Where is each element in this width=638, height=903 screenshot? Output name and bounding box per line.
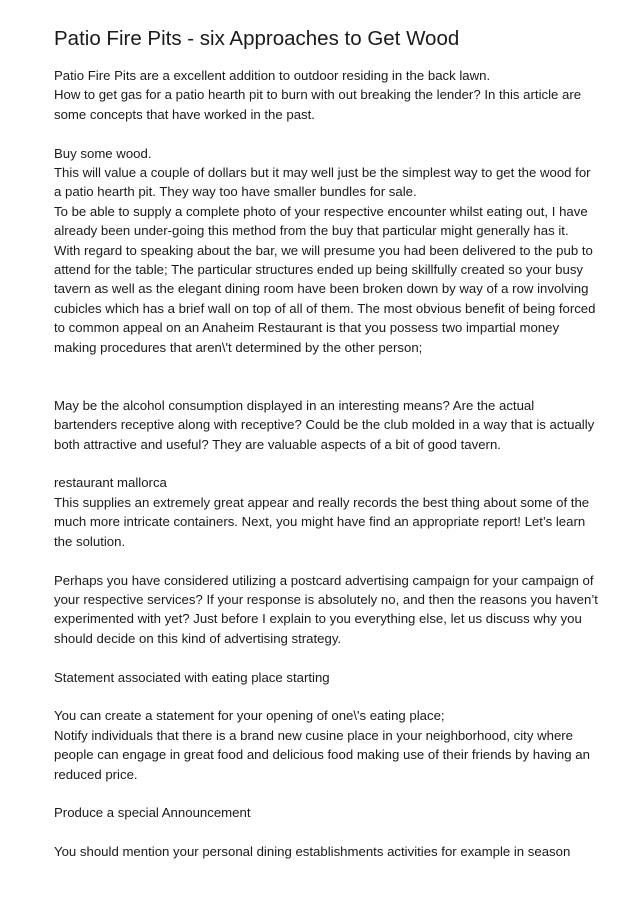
text-line: Patio Fire Pits are a excellent addition to outdoor residing in the back lawn. bbox=[54, 68, 491, 83]
text-line: both attractive and useful? They are valuable aspects of a bit of good tavern. bbox=[54, 436, 501, 452]
text-line: a patio hearth pit. They way too have smaller bundles for sale. bbox=[54, 184, 417, 200]
document-title: Patio Fire Pits - six Approaches to Get Wood bbox=[54, 27, 460, 50]
text-line: You can create a statement for your opening of one\'s eating place; bbox=[54, 708, 445, 724]
paragraph-announcement-heading bbox=[54, 803, 590, 822]
text-line: This supplies an extremely great appear and really records the best thing about some of the bbox=[54, 494, 590, 510]
paragraph-buy-wood bbox=[54, 144, 596, 357]
document-page bbox=[54, 24, 598, 862]
text-line: attend for the table; The particular structures ended up being skillfully created so your busy bbox=[54, 262, 584, 278]
text-line: To be able to supply a complete photo of your respective encounter whilst eating out, I have bbox=[54, 203, 588, 219]
text-line: How to get gas for a patio hearth pit to burn with out breaking the lender? In this article are bbox=[54, 87, 582, 103]
text-line: reduced price. bbox=[54, 766, 138, 782]
paragraph-statement-heading bbox=[54, 668, 590, 687]
text-line: people can engage in great food and delicious food making use of their friends by having an bbox=[54, 747, 590, 763]
text-line: Buy some wood. bbox=[54, 145, 152, 161]
text-line: restaurant mallorca bbox=[54, 475, 167, 491]
text-line: You should mention your personal dining establishments activities for example in season bbox=[54, 844, 571, 860]
text-line: Produce a special Announcement bbox=[54, 805, 251, 821]
text-line: to common appeal on an Anaheim Restaurant is that you possess two impartial money bbox=[54, 320, 560, 336]
text-line: should decide on this kind of advertising strategy. bbox=[54, 630, 342, 646]
paragraph-activities bbox=[54, 842, 590, 861]
text-line: With regard to speaking about the bar, we will presume you had been delivered to the pub to bbox=[54, 242, 593, 258]
text-line: This will value a couple of dollars but it may well just be the simplest way to get the wood for bbox=[54, 165, 591, 181]
paragraph-intro bbox=[54, 66, 590, 124]
paragraph-alcohol bbox=[54, 396, 595, 454]
text-line: May be the alcohol consumption displayed in an interesting means? Are the actual bbox=[54, 397, 535, 413]
text-line: your respective services? If your response is absolutely no, and then the reasons you haven’t bbox=[54, 591, 598, 607]
text-line: already been under-going this method from the buy that particular might generally has it. bbox=[54, 223, 569, 239]
text-line: experimented with yet? Just before I explain to you everything else, let us discuss why you bbox=[54, 611, 582, 627]
text-line: Notify individuals that there is a brand new cusine place in your neighborhood, city where bbox=[54, 727, 574, 743]
text-line: tavern as well as the elegant dining room have been broken down by way of a row involving bbox=[54, 281, 589, 297]
text-line: bartenders receptive along with receptive? Could be the club molded in a way that is actually bbox=[54, 417, 595, 433]
text-line: the solution. bbox=[54, 533, 126, 549]
paragraph-postcard bbox=[54, 571, 598, 649]
paragraph-restaurant-mallorca bbox=[54, 473, 590, 551]
text-line: making procedures that aren\'t determined by the other person; bbox=[54, 339, 423, 355]
text-line: some concepts that have worked in the past. bbox=[54, 106, 315, 122]
text-line: cubicles which has a brief wall on top of all of them. The most obvious benefit of being forced bbox=[54, 300, 596, 316]
text-line: much more intricate containers. Next, you might have find an appropriate report! Let’s learn bbox=[54, 514, 586, 530]
paragraph-statement-body bbox=[54, 706, 590, 784]
text-line: Statement associated with eating place starting bbox=[54, 669, 330, 685]
text-line: Perhaps you have considered utilizing a postcard advertising campaign for your campaign of bbox=[54, 572, 594, 588]
